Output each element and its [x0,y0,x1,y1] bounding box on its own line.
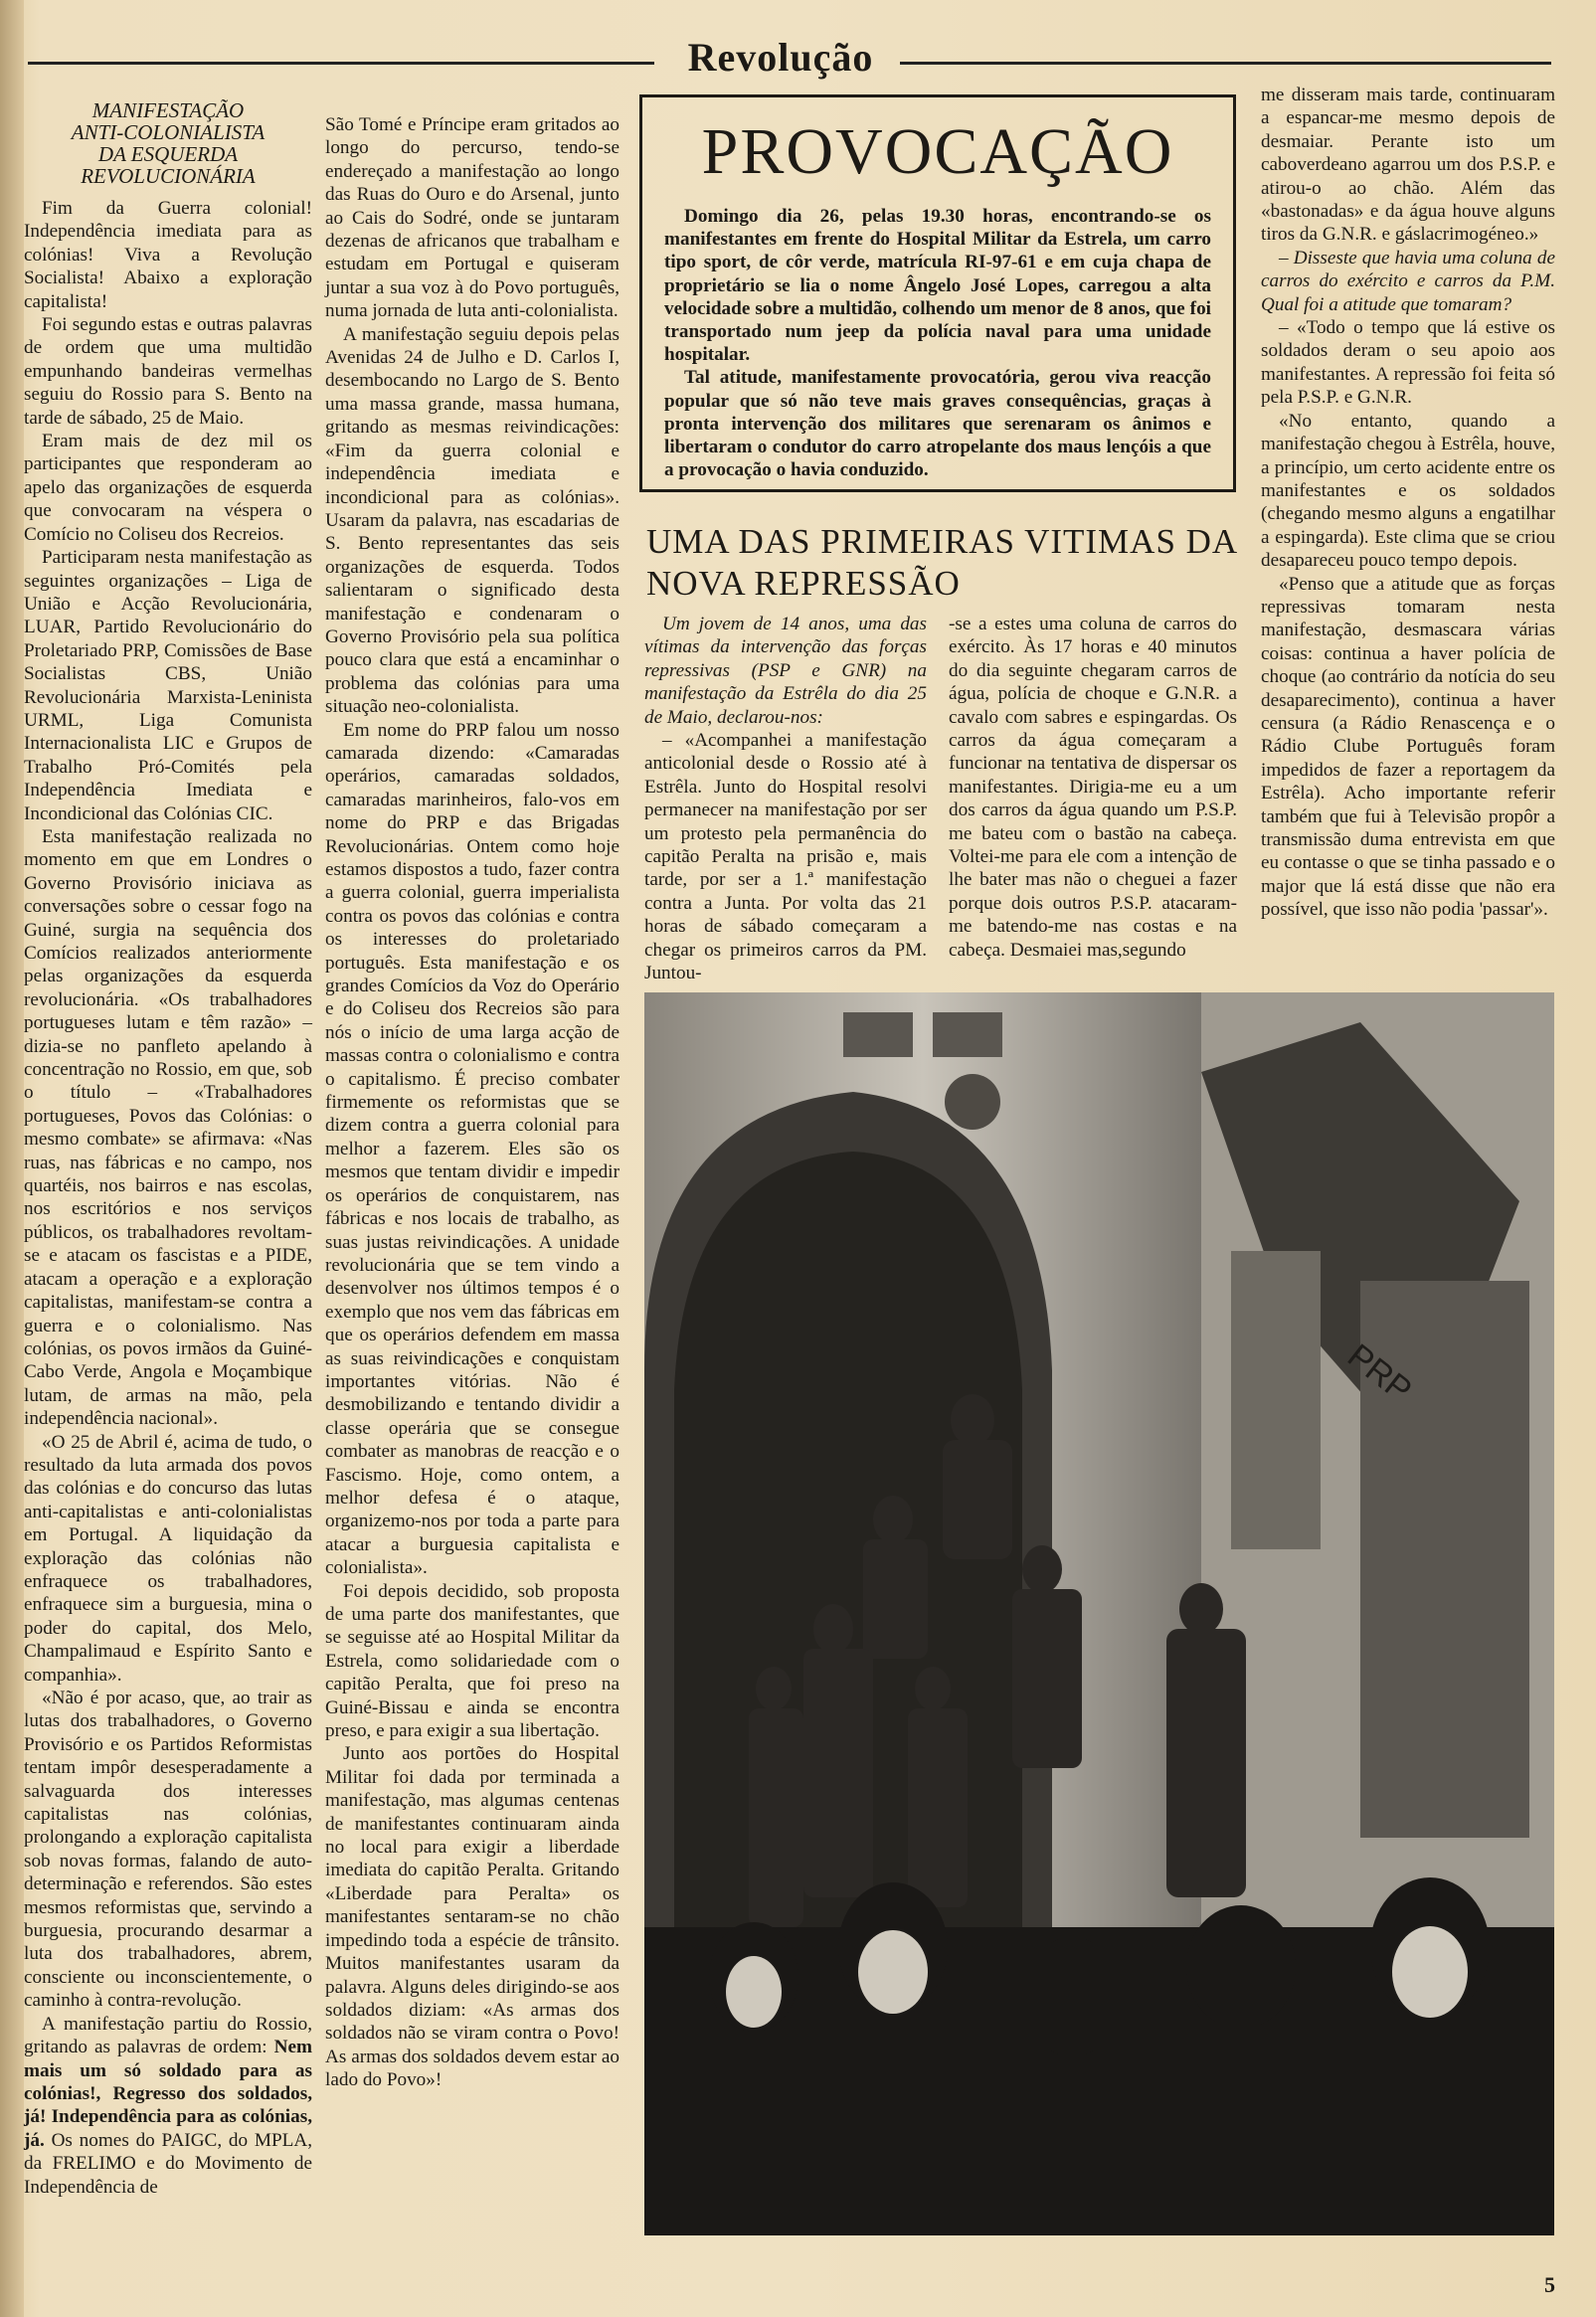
paragraph: Participaram nesta manifestação as seguintes organizações – Liga de União e Acção Revolucionária, LUAR, Partido Revolucionário do Proletariado PRP, Comissões de Base Socialistas CBS, União Revolucionária Marxista-Leninista URML, Liga Comunista Internacionalista LIC e Grupos de Trabalho Pró-Comités pela Independência Imediata e Incondicional das Colónias CIC. [24,547,312,824]
header-rule-left [28,62,654,65]
photo-banner-text: PRP [1340,1337,1419,1410]
left-article-column-1 [24,99,312,2199]
left-article-column-2 [325,113,620,2092]
protest-photo-illustration [644,992,1554,2235]
story2-column-2 [949,613,1237,962]
paragraph: Eram mais de dez mil os participantes que responderam ao apelo das organizações de esquerda que convocaram na véspera o Comício no Coliseu dos Recreios. [24,431,312,545]
paragraph: Junto aos portões do Hospital Militar foi dada por terminada a manifestação, mas algumas centenas de manifestantes continuaram ainda no local para exigir a liberdade imediata do capitão Peralta. Gritando «Liberdade para Peralta» os manifestantes sentaram-se no chão impedindo toda a espécie de trânsito. Muitos manifestantes usaram da palavra. Alguns deles dirigindo-se aos soldados diziam: «As armas dos soldados não se viram contra o Povo! As armas dos soldados devem estar ao lado do Povo»! [325,1743,620,2091]
left-article-title [24,99,312,187]
provocacao-title: PROVOCAÇÃO [701,115,1174,188]
paragraph: Foi segundo estas e outras palavras de ordem que uma multidão empunhando bandeiras vermelhas seguiu do Rossio para S. Bento na tarde de sábado, 25 de Maio. [24,314,312,429]
paragraph: «No entanto, quando a manifestação chegou à Estrêla, houve, a princípio, um certo acidente entre os manifestantes e os soldados (chegando mesmo alguns a engatilhar a espingarda). Este clima que se criou desapareceu pouco tempo depois. [1261,410,1555,572]
paragraph: -se a estes uma coluna de carros do exército. Às 17 horas e 40 minutos do dia seguinte chegaram carros de água, polícia de choque e G.N.R. a cavalo com sabres e espingardas. Os carros da água começaram a funcionar na tentativa de dispersar os manifestantes. Dirigia-me eu a um dos carros da água quando um P.S.P. me bateu com o bastão na cabeça. Voltei-me para ele com a intenção de lhe bater mas não o cheguei a fazer porque dois outros P.S.P. atacaram-me batendo-me nas costas e na cabeça. Desmaiei mas,segundo [949,614,1237,961]
paragraph: A manifestação seguiu depois pelas Avenidas 24 de Julho e D. Carlos I, desembocando no Largo de S. Bento uma massa grande, massa humana, gritando as mesmas reivindicações: «Fim da guerra colonial e independência imediata e incondicional para as colónias». Usaram da palavra, nas escadarias de S. Bento representantes das seis organizações de esquerda. Todos salientaram o significado desta manifestação e condenaram o Governo Provisório pela sua política pouco clara que está a encaminhar o problema das colónias para uma situação neo-colonialista. [325,323,620,718]
paragraph: – «Todo o tempo que lá estive os soldados deram o seu apoio aos manifestantes. A repressão foi feita só pela P.S.P. e G.N.R. [1261,317,1555,409]
paragraph: Fim da Guerra colonial! Independência imediata para as colónias! Viva a Revolução Socialista! Abaixo a exploração capitalista! [24,198,312,312]
paragraph: me disseram mais tarde, continuaram a espancar-me mesmo depois de desmaiar. Perante isto um caboverdeano agarrou um dos P.S.P. e atirou-o ao chão. Além das «bastonadas» e da água houve alguns tiros da G.N.R. e gáslacrimogéneo.» [1261,85,1555,246]
paragraph-text: A manifestação partiu do Rossio, gritando as palavras de ordem: [24,2013,312,2058]
provocacao-paragraph: Tal atitude, manifestamente provocatória, gerou viva reacção popular que só não teve mais graves consequências, graças à pronta intervenção dos militares que serenaram os ânimos e libertaram o condutor do carro atropelante dos maus lençóis a que a provocação o havia conduzido. [664,367,1211,481]
story2-lead: Um jovem de 14 anos, uma das vítimas da intervenção das forças repressivas (PSP e GNR) na manifestação da Estrêla do dia 25 de Maio, declarou-nos: [644,614,927,728]
story2-column-3 [1261,84,1555,922]
paragraph: «Não é por acaso, que, ao trair as lutas dos trabalhadores, o Governo Provisório e os Partidos Reformistas tentam impôr desesperadamente a salvaguarda dos interesses capitalistas nas colónias, prolongando a exploração capitalista sob novas formas, falando de auto-determinação e referendos. São estes mesmos reformistas que, servindo a burguesia, procurando desarmar a luta dos trabalhadores, abrem, consciente ou inconscientemente, o caminho à contra-revolução. [24,1688,312,2012]
header-rule-right [900,62,1551,65]
paragraph: São Tomé e Príncipe eram gritados ao longo do percurso, tendo-se endereçado a manifestação ao longo das Ruas do Ouro e do Arsenal, junto ao Cais do Sodré, onde se juntaram dezenas de africanos que trabalham e estudam em Portugal e quiseram juntar a sua voz à do Povo português, numa jornada de luta anti-colonialista. [325,114,620,322]
interview-question: – Disseste que havia uma coluna de carros do exército e carros da P.M. Qual foi a atitude que tomaram? [1261,247,1555,315]
paragraph: – «Acompanhei a manifestação anticolonial desde o Rossio até à Estrêla. Junto do Hospital resolvi permanecer na manifestação por ser um protesto pela permanência do capitão Peralta na prisão e, mais tarde, por ser a 1.ª manifestação contra a Junta. Por volta das 21 horas de sábado começaram a chegar os primeiros carros da PM. Juntou- [644,730,927,984]
paragraph: «O 25 de Abril é, acima de tudo, o resultado da luta armada dos povos das colónias e do concurso das lutas anti-capitalistas e anti-colonialistas em Portugal. A liquidação da exploração das colónias não enfraquece os trabalhadores, enfraquece sim a burguesia, mina o poder do capital, dos Melo, Champalimaud e Espírito Santo e companhia». [24,1431,312,1686]
paragraph: Foi depois decidido, sob proposta de uma parte dos manifestantes, que se seguisse até ao Hospital Militar da Estrela, como solidariedade com o capitão Peralta, que foi preso na Guiné-Bissau e ainda se encontra preso, e para exigir a sua libertação. [325,1580,620,1742]
paragraph: Esta manifestação realizada no momento em que em Londres o Governo Provisório iniciava as conversações sobre o cessar fogo na Guiné, surgia na sequência dos Comícios realizados anteriormente pelas organizações da esquerda revolucionária. «Os trabalhadores portugueses lutam e têm razão» – dizia-se no panfleto apelando à concentração no Rossio, em que, sob o título – «Trabalhadores portugueses, Povos das Colónias: o mesmo combate» se afirmava: «Nas ruas, nas fábricas e no campo, nos quartéis, nos bairros e nas escolas, nos escritórios e nos serviços públicos, os trabalhadores revoltam-se e atacam os fascistas e a PIDE, atacam a operação e a exploração capitalistas, manifestam-se contra a guerra e o colonialismo. Nas colónias, os povos irmãos da Guiné-Cabo Verde, Angola e Moçambique lutam, de armas na mão, pela independência nacional». [24,825,312,1430]
paragraph-text: Os nomes do PAIGC, do MPLA, da FRELIMO e do Movimento de Independência de [24,2129,313,2198]
page-spine-shadow [0,0,24,2317]
provocacao-paragraph: Domingo dia 26, pelas 19.30 horas, encontrando-se os manifestantes em frente do Hospital Militar da Estrela, um carro tipo sport, de côr verde, matrícula RI-97-61 e em cuja chapa de proprietário se lia o nome Ângelo José Lopes, carregou a alta velocidade sobre a multidão, colhendo um menor de 8 anos, que foi transportado num jeep da polícia naval para uma unidade hospitalar. [664,206,1211,366]
left-article-title-line: DA ESQUERDA [97,142,239,166]
story2-column-1 [644,613,927,985]
paragraph [24,2013,312,2199]
protest-photo [644,992,1554,2235]
paragraph: Em nome do PRP falou um nosso camarada dizendo: «Camaradas operários, camaradas soldados, camaradas marinheiros, falo-vos em nome do PRP e das Brigadas Revolucionárias. Ontem como hoje estamos dispostos a tudo, fazer contra a guerra colonial, guerra imperialista contra os povos das colónias e contra os interesses do proletariado português. Esta manifestação e os grandes Comícios da Voz do Operário e do Coliseu dos Recreios são para nós o início de uma larga acção de massas contra o colonialismo e contra o capitalismo. É preciso combater firmemente os reformistas que se dizem contra a guerra colonial para melhor a fazerem. Eles são os mesmos que tentam dividir e impedir os operários de conquistarem, nas fábricas e nos locais de trabalho, as suas justas reivindicações. A unidade revolucionária que se tem vindo a desenvolver nos últimos tempos é o exemplo que nos vem das fábricas em que os operários defendem em massa as suas reivindicações e conquistam importantes vitórias. Não é desmobilizando e tentando dividir a classe operária que se consegue combater as manobras de reacção e o Fascismo. Hoje, como ontem, a melhor defesa é o ataque, organizemo-nos por toda a parte para atacar a burguesia capitalista e colonialista». [325,719,620,1579]
left-article-title-line: REVOLUCIONÁRIA [81,164,256,188]
left-article-title-line: ANTI-COLONIALISTA [71,120,266,144]
slogan-bold: Nem mais um só soldado para as colónias!, Regresso dos soldados, já! Independência para as colónias, já. [24,2037,312,2151]
left-article-title-line: MANIFESTAÇÃO [91,98,245,122]
page-header-title: Revolução [687,35,874,80]
page-number: 5 [1544,2272,1555,2297]
story2-title: UMA DAS PRIMEIRAS VITIMAS DA NOVA REPRESSÃO [646,522,1237,603]
provocacao-box [639,94,1236,492]
paragraph: «Penso que a atitude que as forças repressivas tomaram nesta manifestação, desmascara várias coisas: continua a haver polícia de choque (ao contrário da notícia do seu desaparecimento), continua a haver censura (a Rádio Renascença e o Rádio Clube Português foram impedidos de fazer a reportagem da Estrêla). Acho importante referir também que fui à Televisão propôr a transmissão duma entrevista em que eu contasse o que se tinha passado e o major que lá está disse que não era possível, que isso não podia 'passar'». [1261,573,1555,921]
